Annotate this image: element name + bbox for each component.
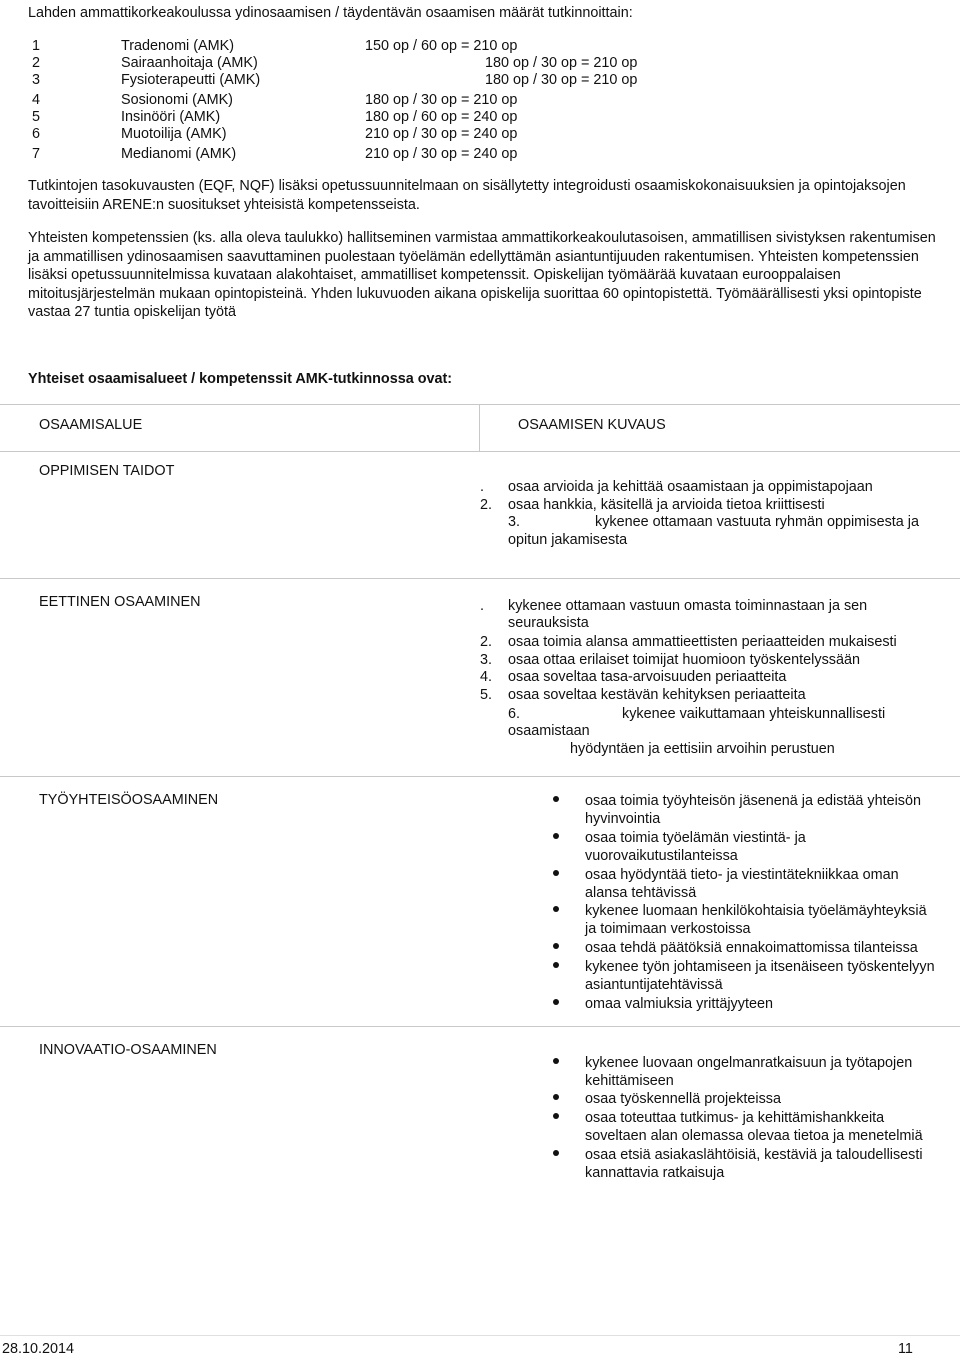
area-ethical-competence: EETTINEN OSAAMINEN <box>39 594 201 610</box>
degree-credits: 210 op / 30 op = 240 op <box>365 146 518 162</box>
degree-number: 4 <box>32 92 41 108</box>
degree-number: 3 <box>32 72 41 88</box>
degree-credits: 150 op / 60 op = 210 op <box>365 38 518 54</box>
list-item: osaa työskennellä projekteissa <box>585 1091 781 1107</box>
table-column-divider <box>479 404 480 452</box>
list-marker: 2. <box>480 634 493 650</box>
list-item: seurauksista <box>508 615 589 631</box>
table-border-top <box>0 404 960 405</box>
degree-name: Insinööri (AMK) <box>121 109 221 125</box>
list-item: omaa valmiuksia yrittäjyyteen <box>585 996 773 1012</box>
header-area: OSAAMISALUE <box>39 417 143 433</box>
list-item: kykenee vaikuttamaan yhteiskunnallisesti <box>622 706 886 722</box>
list-item: asiantuntijatehtävissä <box>585 977 723 993</box>
bullet-icon <box>553 999 559 1005</box>
bullet-icon <box>553 943 559 949</box>
degree-credits: 180 op / 60 op = 240 op <box>365 109 518 125</box>
list-marker: . <box>480 598 484 614</box>
bullet-icon <box>553 796 559 802</box>
degree-credits: 180 op / 30 op = 210 op <box>485 55 638 71</box>
list-item: osaa soveltaa tasa-arvoisuuden periaatteita <box>508 669 787 685</box>
list-item: kykenee luovaan ongelmanratkaisuun ja työtapojen <box>585 1055 913 1071</box>
list-marker: 3. <box>480 652 493 668</box>
list-item: kykenee työn johtamiseen ja itsenäiseen työskentelyyn <box>585 959 935 975</box>
list-item: kykenee ottamaan vastuuta ryhmän oppimisesta ja <box>595 514 919 530</box>
list-item: osaa toimia työyhteisön jäsenenä ja edistää yhteisön <box>585 793 921 809</box>
bullet-icon <box>553 962 559 968</box>
list-item: kehittämiseen <box>585 1073 674 1089</box>
list-item: osaa ottaa erilaiset toimijat huomioon työskentelyssään <box>508 652 860 668</box>
list-item: alansa tehtävissä <box>585 885 697 901</box>
area-innovation-competence: INNOVAATIO-OSAAMINEN <box>39 1042 217 1058</box>
list-item: vuorovaikutustilanteissa <box>585 848 738 864</box>
list-item: osaa soveltaa kestävän kehityksen periaatteita <box>508 687 806 703</box>
degree-number: 6 <box>32 126 41 142</box>
list-item: osaa toimia työelämän viestintä- ja <box>585 830 806 846</box>
bullet-icon <box>553 870 559 876</box>
list-marker: . <box>480 479 484 495</box>
degree-name: Fysioterapeutti (AMK) <box>121 72 261 88</box>
list-marker: 2. <box>480 497 493 513</box>
section-title: Yhteiset osaamisalueet / kompetenssit AMK-tutkinnossa ovat: <box>28 371 453 387</box>
paragraph-qualifications: Tutkintojen tasokuvausten (EQF, NQF) lisäksi opetussuunnitelmaan on sisällytetty integroidusti osaamiskokonaisuuksien ja opintojaksojen tavoitteisiin ARENE:n suositukset yhteisistä kompetensseista. <box>28 178 906 213</box>
area-learning-skills: OPPIMISEN TAIDOT <box>39 463 175 479</box>
degree-credits: 210 op / 30 op = 240 op <box>365 126 518 142</box>
table-border <box>0 776 960 777</box>
degree-name: Sosionomi (AMK) <box>121 92 233 108</box>
intro-text: Lahden ammattikorkeakoulussa ydinosaamisen / täydentävän osaamisen määrät tutkinnoittain: <box>28 5 633 21</box>
degree-number: 2 <box>32 55 41 71</box>
list-item: kannattavia ratkaisuja <box>585 1165 725 1181</box>
paragraph-competences: Yhteisten kompetenssien (ks. alla oleva taulukko) hallitseminen varmistaa ammattikorkeakoulutasoisen, ammatillisen sivistyksen rakentumisen ja ammatillisen ydinosaamisen saavuttaminen puolestaan työelämän edellyttämän asiantuntijuuden rakentumisen. Yhteisten kompetenssien lisäksi opetussuunnitelmissa kuvataan alakohtaiset, ammatilliset kompetenssit. Opiskelijan työmäärää kuvataan eurooppalaisen mitoitusjärjestelmän mukaan opintopisteinä. Yhden lukuvuoden aikana opiskelija suorittaa 60 opintopistettä. Työmäärällisesti yksi opintopiste vastaa 27 tuntia opiskelijan työtä <box>28 230 936 320</box>
degree-number: 5 <box>32 109 41 125</box>
bullet-icon <box>553 1113 559 1119</box>
list-item: osaa arvioida ja kehittää osaamistaan ja oppimistapojaan <box>508 479 873 495</box>
footer-date: 28.10.2014 <box>2 1341 75 1357</box>
list-marker: 3. <box>508 514 521 530</box>
list-marker: 5. <box>480 687 493 703</box>
degree-number: 7 <box>32 146 41 162</box>
table-border <box>0 578 960 579</box>
list-item: osaa toteuttaa tutkimus- ja kehittämishankkeita <box>585 1110 885 1126</box>
bullet-icon <box>553 1094 559 1100</box>
degree-credits: 180 op / 30 op = 210 op <box>485 72 638 88</box>
table-border <box>0 1026 960 1027</box>
page-number: 11 <box>898 1341 913 1357</box>
list-item: osaa etsiä asiakaslähtöisiä, kestäviä ja taloudellisesti <box>585 1147 923 1163</box>
list-item: osaamistaan <box>508 723 590 739</box>
list-item: kykenee luomaan henkilökohtaisia työelämäyhteyksiä <box>585 903 927 919</box>
list-item: kykenee ottamaan vastuun omasta toiminnastaan ja sen <box>508 598 868 614</box>
degree-name: Tradenomi (AMK) <box>121 38 235 54</box>
header-description: OSAAMISEN KUVAUS <box>518 417 666 433</box>
area-workplace-competence: TYÖYHTEISÖOSAAMINEN <box>39 792 219 808</box>
list-item: ja toimimaan verkostoissa <box>585 921 751 937</box>
bullet-icon <box>553 1150 559 1156</box>
list-marker: 6. <box>508 706 521 722</box>
bullet-icon <box>553 1058 559 1064</box>
list-item: osaa hankkia, käsitellä ja arvioida tietoa kriittisesti <box>508 497 825 513</box>
list-item: osaa hyödyntää tieto- ja viestintätekniikkaa oman <box>585 867 899 883</box>
list-item: osaa toimia alansa ammattieettisten periaatteiden mukaisesti <box>508 634 897 650</box>
degree-number: 1 <box>32 38 41 54</box>
bullet-icon <box>553 833 559 839</box>
degree-name: Medianomi (AMK) <box>121 146 237 162</box>
table-border <box>0 451 960 452</box>
list-item: hyödyntäen ja eettisiin arvoihin perustuen <box>570 741 835 757</box>
list-item: hyvinvointia <box>585 811 661 827</box>
degree-name: Sairaanhoitaja (AMK) <box>121 55 258 71</box>
degree-name: Muotoilija (AMK) <box>121 126 227 142</box>
list-item: opitun jakamisesta <box>508 532 628 548</box>
list-marker: 4. <box>480 669 493 685</box>
list-item: soveltaen alan olemassa olevaa tietoa ja menetelmiä <box>585 1128 923 1144</box>
list-item: osaa tehdä päätöksiä ennakoimattomissa tilanteissa <box>585 940 918 956</box>
bullet-icon <box>553 906 559 912</box>
footer-divider <box>0 1335 960 1336</box>
degree-credits: 180 op / 30 op = 210 op <box>365 92 518 108</box>
